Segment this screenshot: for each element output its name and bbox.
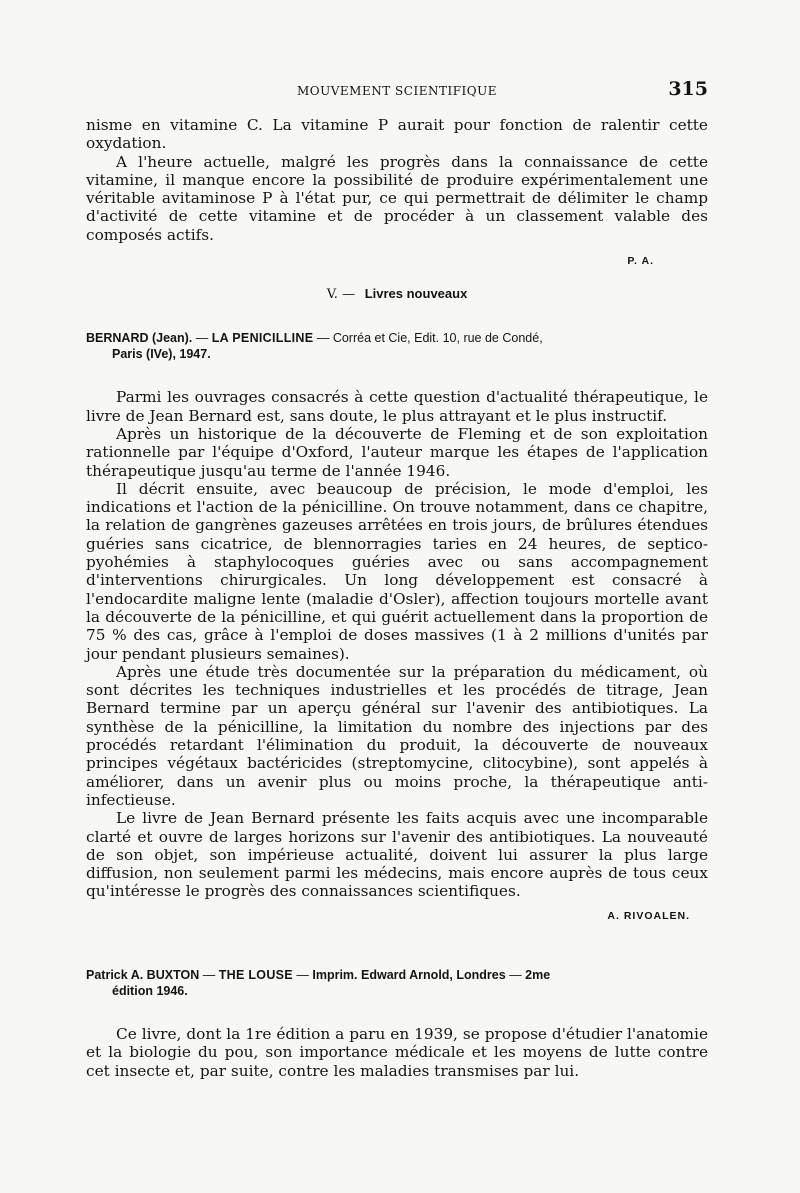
page-body [86, 116, 708, 1080]
page-header [86, 78, 708, 108]
book-reference: Patrick A. BUXTON — THE LOUSE — Imprim. Edward Arnold, Londres — 2me édition 1946. [86, 967, 708, 999]
book-reference: BERNARD (Jean). — LA PENICILLINE — Corréa et Cie, Edit. 10, rue de Condé, Paris (IVe), 1947. [86, 330, 708, 362]
book-author: Patrick A. BUXTON [86, 967, 200, 982]
book-edition: 2me [525, 967, 551, 982]
signature: A. RIVOALEN. [607, 909, 690, 922]
paragraph: nisme en vitamine C. La vitamine P aurait pour fonction de ralentir cette oxydation. [86, 116, 708, 153]
book-publisher: Corréa et Cie, Edit. 10, rue de Condé, [332, 331, 543, 346]
paragraph: Ce livre, dont la 1re édition a paru en 1939, se propose d'étudier l'anatomie et la biologie du pou, son importance médicale et les moyens de lutte contre cet insecte et, par suite, contre les maladies transmises par lui. [86, 1024, 708, 1080]
paragraph: Parmi les ouvrages consacrés à cette question d'actualité thérapeutique, le livre de Jean Bernard est, sans doute, le plus attrayant et le plus instructif. [86, 388, 708, 425]
signature: P. A. [627, 255, 654, 268]
book-title: LA PENICILLINE [211, 331, 314, 346]
paragraph: Après une étude très documentée sur la préparation du médicament, où sont décrites les techniques industrielles et les procédés de titrage, Jean Bernard termine par un aperçu général sur l'avenir des antibiotiques. La synthèse de la pénicilline, la limitation du nombre des injections par des procédés retardant l'élimination du produit, la découverte de nouveaux principes végétaux bactéricides (streptomycine, clitocybine), sont appelés à améliorer, dans un avenir plus ou moins proche, la thérapeutique anti-infectieuse. [86, 662, 708, 809]
book-edition-cont: édition 1946. [112, 983, 188, 998]
section-heading [86, 286, 708, 302]
section-number: V. — [326, 287, 356, 303]
book-publisher: Imprim. Edward Arnold, Londres [312, 967, 506, 982]
section-title: Livres nouveaux [364, 286, 468, 302]
paragraph: Il décrit ensuite, avec beaucoup de précision, le mode d'emploi, les indications et l'action de la pénicilline. On trouve notamment, dans ce chapitre, la relation de gangrènes gazeuses arrêtées en trois jours, de brûlures étendues guéries sans cicatrice, de blennorragies taries en 24 heures, de septico-pyohémies à staphylocoques guéries avec ou sans accompagnement d'interventions chirurgicales. Un long développement est consacré à l'endocardite maligne lente (maladie d'Osler), affection toujours mortelle avant la découverte de la pénicilline, et qui guérit actuellement dans la proportion de 75 % des cas, grâce à l'emploi de doses massives (1 à 2 millions d'unités par jour pendant plusieurs semaines). [86, 479, 708, 663]
paragraph: Après un historique de la découverte de Fleming et de son exploitation rationnelle par l'équipe d'Oxford, l'auteur marque les étapes de l'application thérapeutique jusqu'au terme de l'année 1946. [86, 424, 708, 480]
running-title: MOUVEMENT SCIENTIFIQUE [297, 84, 497, 98]
book-title: THE LOUSE [218, 967, 293, 982]
book-author: BERNARD (Jean). [86, 331, 193, 346]
page-number: 315 [668, 78, 708, 100]
paragraph: A l'heure actuelle, malgré les progrès dans la connaissance de cette vitamine, il manque encore la possibilité de produire expérimentalement une véritable avitaminose P à l'état pur, ce qui permettrait de délimiter le champ d'activité de cette vitamine et de procéder à un classement valable des composés actifs. [86, 152, 708, 244]
book-publisher-cont: Paris (IVe), 1947. [112, 347, 211, 362]
paragraph: Le livre de Jean Bernard présente les faits acquis avec une incomparable clarté et ouvre de larges horizons sur l'avenir des antibiotiques. La nouveauté de son objet, son impérieuse actualité, doivent lui assurer la plus large diffusion, non seulement parmi les médecins, mais encore auprès de tous ceux qu'intéresse le progrès des connaissances scientifiques. [86, 809, 708, 901]
